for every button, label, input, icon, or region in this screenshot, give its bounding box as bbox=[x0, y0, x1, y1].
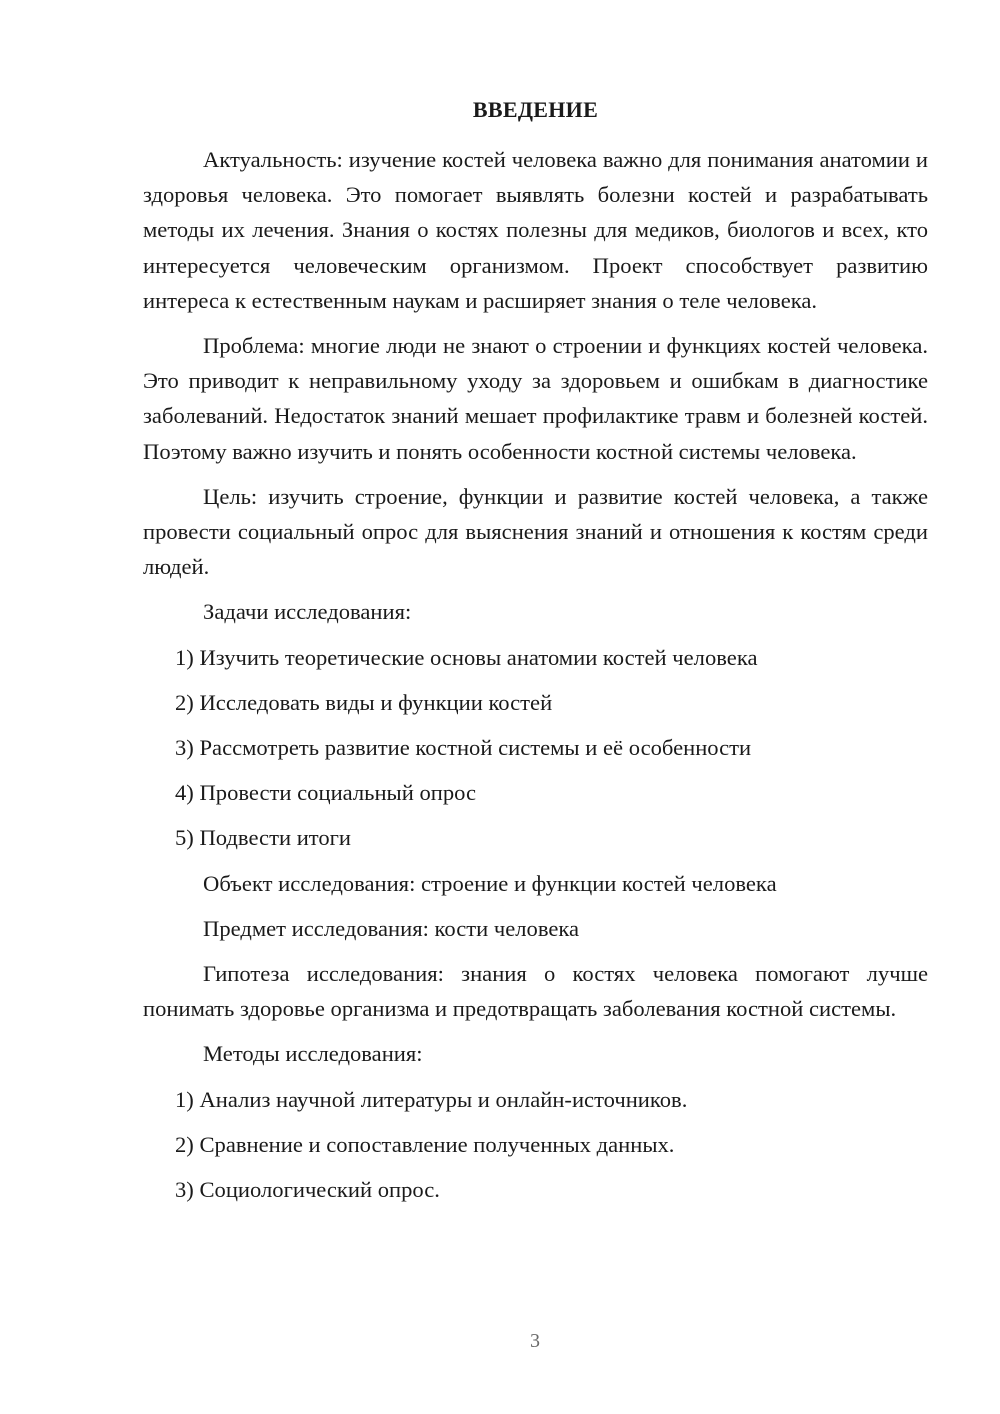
task-item: 2) Исследовать виды и функции костей bbox=[175, 689, 553, 715]
task-item: 3) Рассмотреть развитие костной системы и её особенности bbox=[175, 735, 752, 761]
problem-paragraph: Проблема: многие люди не знают о строении и функциях костей человека. Это приводит к неправильному уходу за здоровьем и ошибкам в диагностике заболеваний. Недостаток знаний мешает профилактике травм и болезней костей. Поэтому важно изучить и понять особенности костной системы человека. bbox=[143, 333, 928, 464]
research-object: Объект исследования: строение и функции костей человека bbox=[203, 870, 777, 896]
method-item: 1) Анализ научной литературы и онлайн-источников. bbox=[175, 1086, 688, 1112]
page-title: ВВЕДЕНИЕ bbox=[472, 97, 599, 122]
task-item: 1) Изучить теоретические основы анатомии костей человека bbox=[175, 644, 758, 670]
goal-paragraph: Цель: изучить строение, функции и развитие костей человека, а также провести социальный опрос для выяснения знаний и отношения к костям среди людей. bbox=[143, 483, 928, 580]
relevance-paragraph: Актуальность: изучение костей человека важно для понимания анатомии и здоровья человека. Это помогает выявлять болезни костей и разрабатывать методы их лечения. Знания о костях полезны для медиков, биологов и всех, кто интересуется человеческим организмом. Проект способствует развитию интереса к естественным наукам и расширяет знания о теле человека. bbox=[143, 147, 928, 313]
hypothesis-paragraph: Гипотеза исследования: знания о костях человека помогают лучше понимать здоровье организма и предотвращать заболевания костной системы. bbox=[143, 961, 928, 1022]
research-subject: Предмет исследования: кости человека bbox=[203, 915, 580, 941]
methods-heading: Методы исследования: bbox=[203, 1041, 423, 1067]
task-item: 5) Подвести итоги bbox=[175, 825, 352, 851]
tasks-heading: Задачи исследования: bbox=[203, 599, 412, 625]
page-number: 3 bbox=[530, 1330, 540, 1352]
document-page bbox=[143, 92, 928, 1207]
method-item: 3) Социологический опрос. bbox=[175, 1177, 440, 1203]
method-item: 2) Сравнение и сопоставление полученных данных. bbox=[175, 1131, 675, 1157]
task-item: 4) Провести социальный опрос bbox=[175, 780, 477, 806]
